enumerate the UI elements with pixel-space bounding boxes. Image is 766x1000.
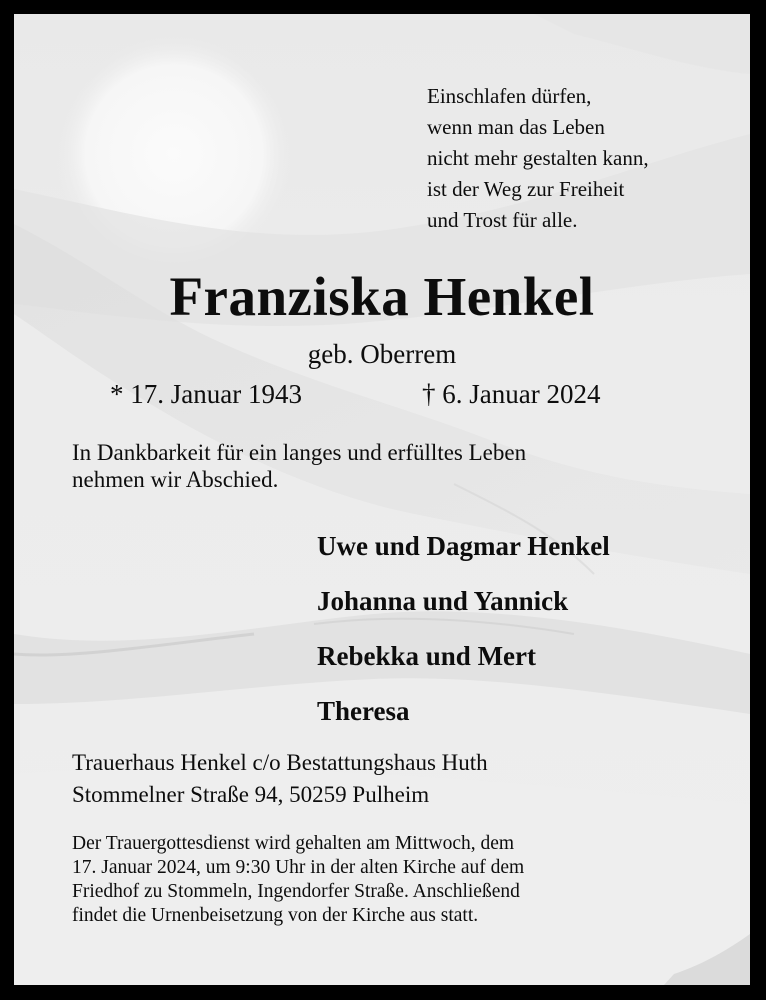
family-member: Johanna und Yannick [317,586,569,616]
family-member: Theresa [317,696,410,726]
funeral-service-info [72,832,524,928]
poem-line: nicht mehr gestalten kann, [427,146,649,170]
family-signatures [317,524,610,744]
death-date: † 6. Januar 2024 [422,379,601,409]
thanks-line: In Dankbarkeit für ein langes und erfülltes Leben [72,440,527,465]
address-line: Trauerhaus Henkel c/o Bestattungshaus Huth [72,750,488,775]
thanks-statement [72,439,526,493]
poem-line: Einschlafen dürfen, [427,84,592,108]
poem-line: wenn man das Leben [427,115,605,139]
poem-line: und Trost für alle. [427,208,578,232]
birth-name: geb. Oberrem [307,339,457,369]
thanks-line: nehmen wir Abschied. [72,467,279,492]
poem-verse [427,81,649,236]
deceased-name: Franziska Henkel [169,266,595,327]
poem-line: ist der Weg zur Freiheit [427,177,625,201]
service-line: findet die Urnenbeisetzung von der Kirche aus statt. [72,905,479,926]
family-member: Rebekka und Mert [317,641,537,671]
address-line: Stommelner Straße 94, 50259 Pulheim [72,782,430,807]
family-member: Uwe und Dagmar Henkel [317,531,610,561]
birth-date: * 17. Januar 1943 [110,379,302,409]
service-line: Der Trauergottesdienst wird gehalten am Mittwoch, dem [72,833,515,854]
service-line: 17. Januar 2024, um 9:30 Uhr in der alten Kirche auf dem [72,857,525,878]
mourning-house-address [72,747,488,811]
service-line: Friedhof zu Stommeln, Ingendorfer Straße. Anschließend [72,881,520,902]
